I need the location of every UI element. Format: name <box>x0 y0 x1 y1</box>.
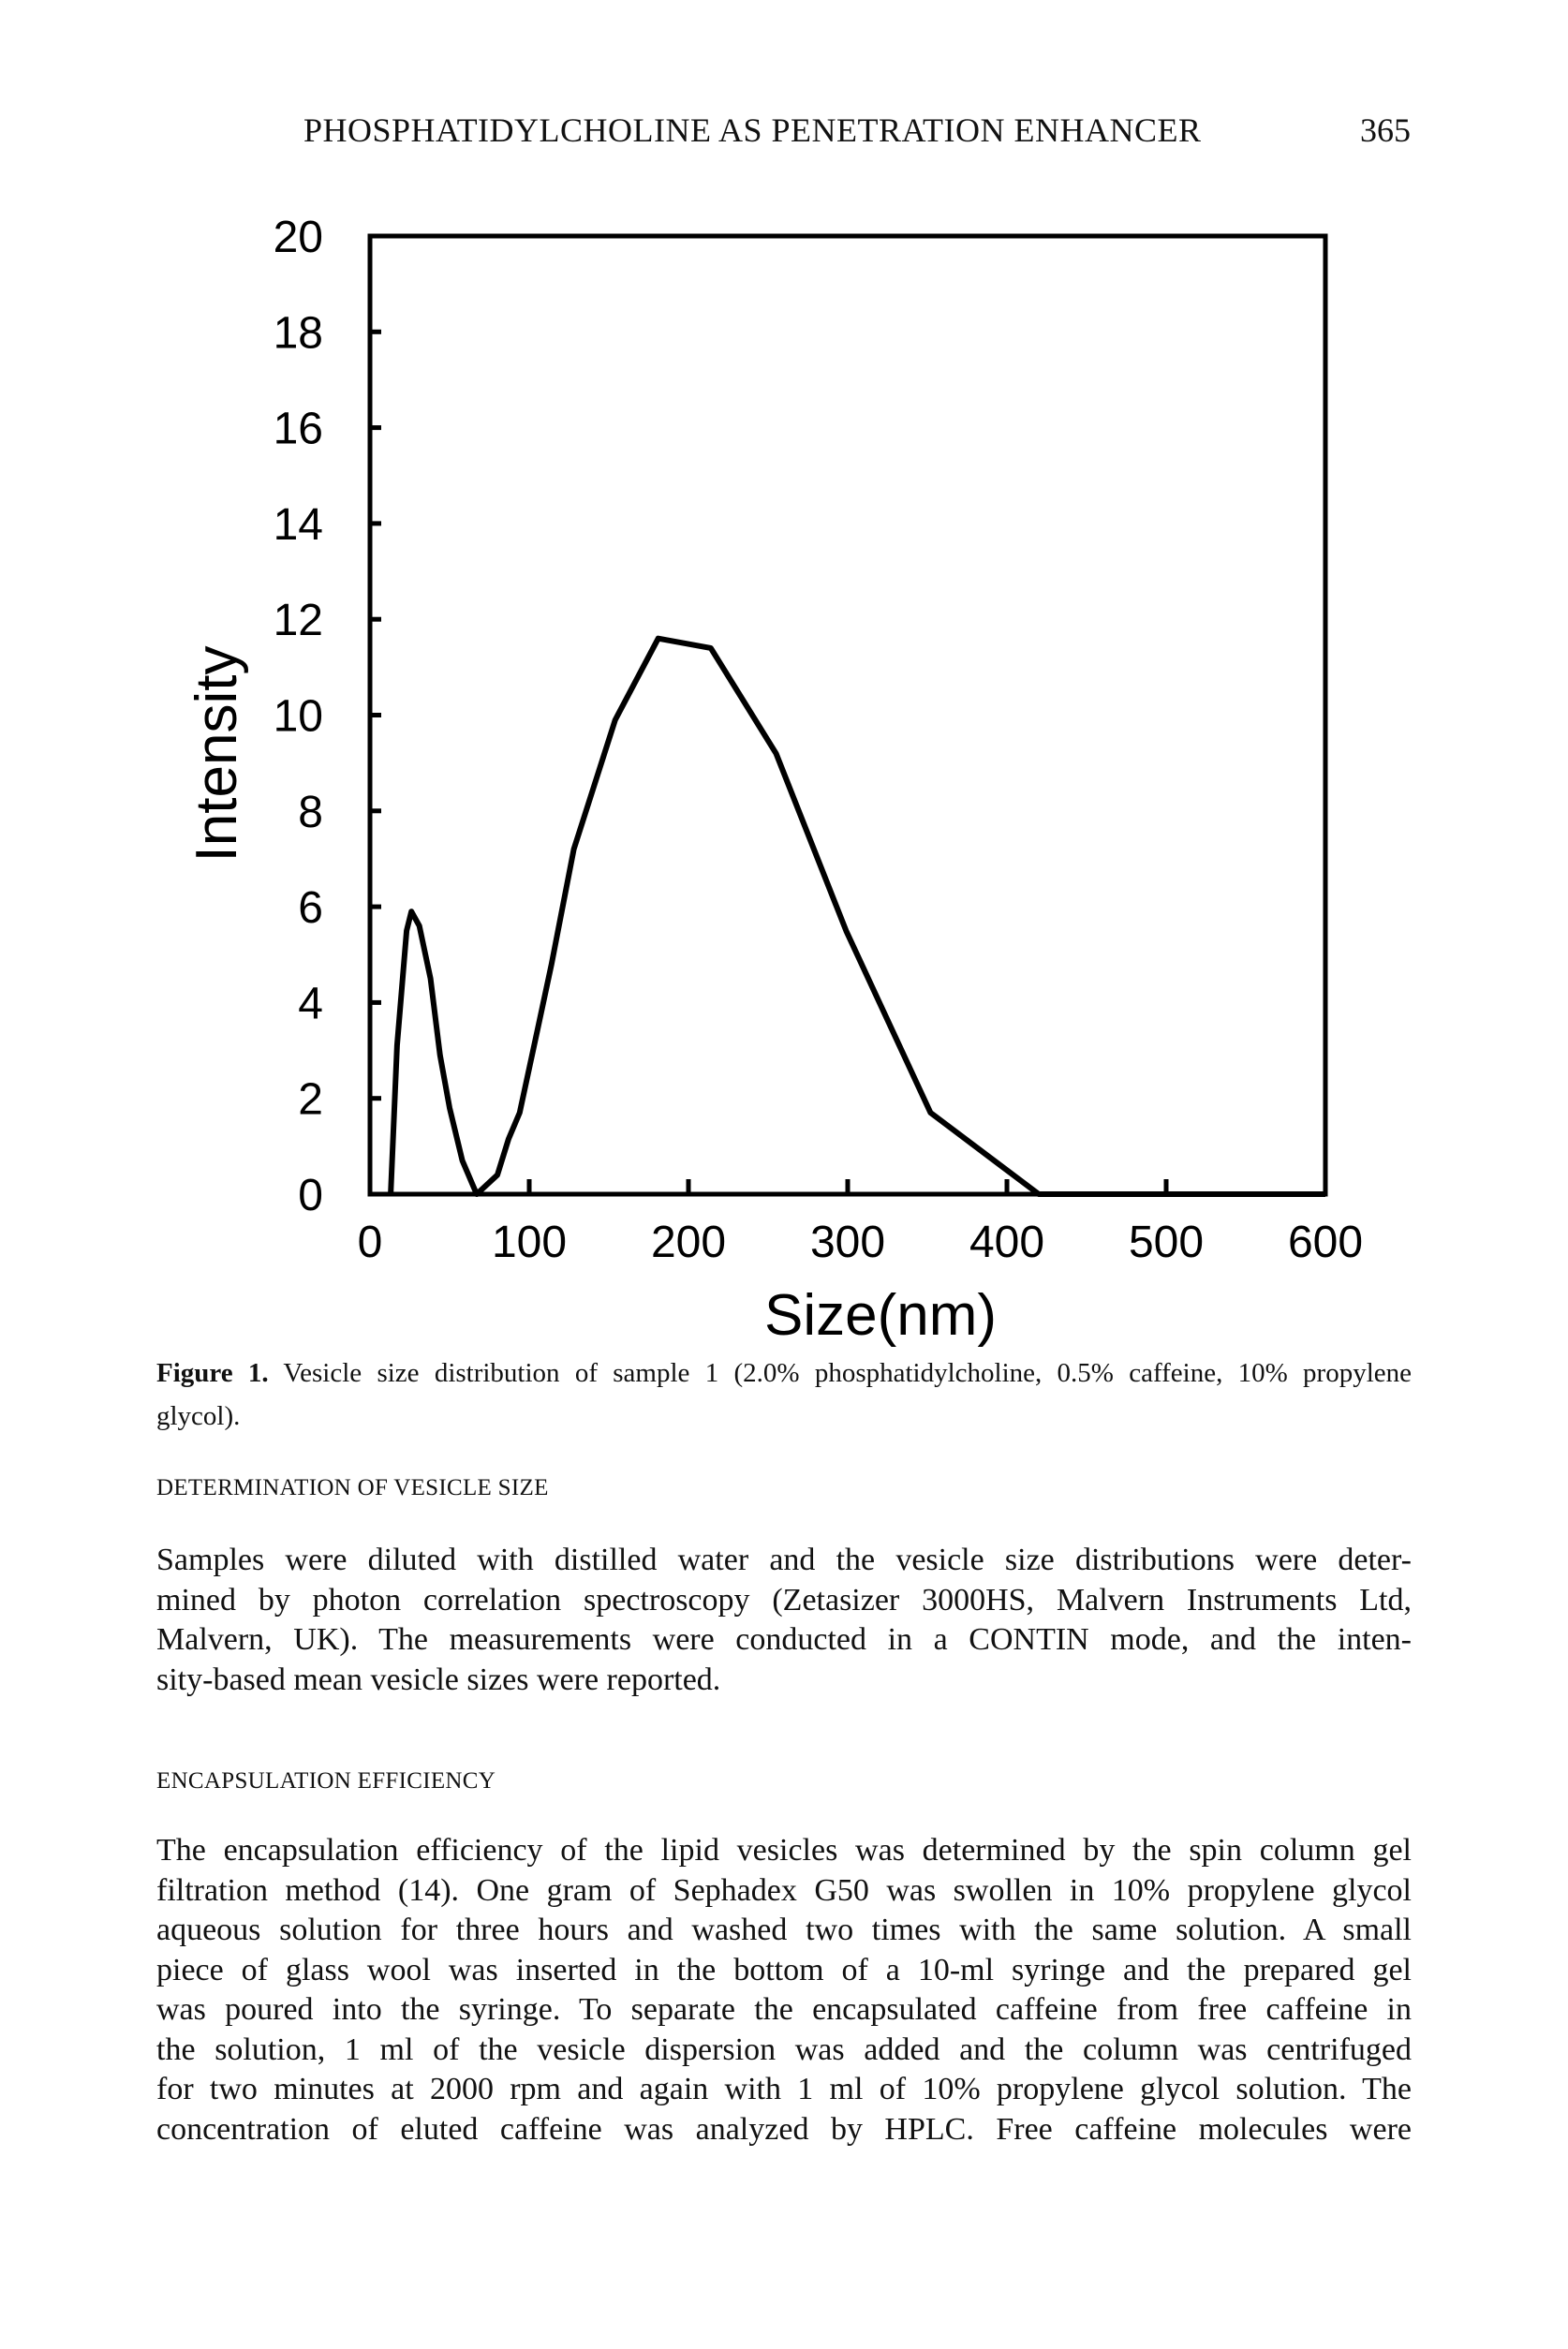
y-axis-label: Intensity <box>185 645 249 863</box>
y-tick-label: 6 <box>298 883 323 934</box>
y-tick-label: 12 <box>273 596 323 646</box>
y-tick-label: 18 <box>273 308 323 359</box>
text-line: sity-based mean vesicle sizes were reported. <box>156 1662 721 1697</box>
y-tick-label: 2 <box>298 1074 323 1125</box>
y-tick-label: 0 <box>298 1171 323 1220</box>
text-line: Samples were diluted with distilled water and the vesicle size distributions were deter- <box>156 1543 1412 1577</box>
x-tick-label: 200 <box>650 1218 727 1267</box>
x-tick-label: 0 <box>357 1218 383 1267</box>
figure-caption <box>156 1352 1412 1438</box>
text-line: was poured into the syringe. To separate the encapsulated caffeine from free caffeine in <box>156 1992 1412 2027</box>
text-line: The encapsulation efficiency of the lipid vesicles was determined by the spin column gel <box>156 1833 1412 1868</box>
text-line: mined by photon correlation spectroscopy (Zetasizer 3000HS, Malvern Instruments Ltd, <box>156 1582 1412 1618</box>
plot-frame <box>370 236 1325 1194</box>
paragraph <box>156 1831 1412 2150</box>
caption-label: Figure 1. <box>156 1358 269 1388</box>
y-tick-label: 20 <box>273 213 323 262</box>
text-line: filtration method (14). One gram of Sephadex G50 was swollen in 10% propylene glycol <box>156 1872 1412 1908</box>
y-tick-label: 8 <box>298 787 323 837</box>
series-line-sample-1 <box>391 639 1325 1194</box>
text-line: for two minutes at 2000 rpm and again with 1 ml of 10% propylene glycol solution. The <box>156 2072 1412 2106</box>
caption-line: glycol). <box>156 1401 241 1431</box>
running-head: PHOSPHATIDYLCHOLINE AS PENETRATION ENHANCER <box>303 111 1202 149</box>
text-line: piece of glass wool was inserted in the bottom of a 10-ml syringe and the prepared gel <box>156 1952 1412 1987</box>
x-axis-label: Size(nm) <box>763 1283 998 1348</box>
x-tick-label: 100 <box>491 1218 568 1267</box>
y-tick-label: 14 <box>273 499 323 550</box>
page-number: 365 <box>1360 111 1411 149</box>
text-line: the solution, 1 ml of the vesicle dispersion was added and the column was centrifuged <box>156 2031 1412 2067</box>
text-line: aqueous solution for three hours and washed two times with the same solution. A small <box>156 1913 1412 1947</box>
y-tick-label: 16 <box>273 404 323 454</box>
y-tick-label: 4 <box>298 979 323 1029</box>
caption-line: Vesicle size distribution of sample 1 (2.0% phosphatidylcholine, 0.5% caffeine, 10% propylene <box>283 1358 1412 1388</box>
x-tick-label: 600 <box>1287 1218 1364 1267</box>
text-line: concentration of eluted caffeine was analyzed by HPLC. Free caffeine molecules were <box>156 2111 1412 2147</box>
paragraph <box>156 1541 1412 1700</box>
text-line: Malvern, UK). The measurements were conducted in a CONTIN mode, and the inten- <box>156 1622 1412 1657</box>
x-tick-label: 300 <box>809 1218 886 1267</box>
section-heading: DETERMINATION OF VESICLE SIZE <box>156 1475 549 1500</box>
y-tick-label: 10 <box>273 691 323 742</box>
x-tick-label: 400 <box>969 1218 1045 1267</box>
section-heading: ENCAPSULATION EFFICIENCY <box>156 1768 496 1794</box>
x-tick-label: 500 <box>1128 1218 1205 1267</box>
